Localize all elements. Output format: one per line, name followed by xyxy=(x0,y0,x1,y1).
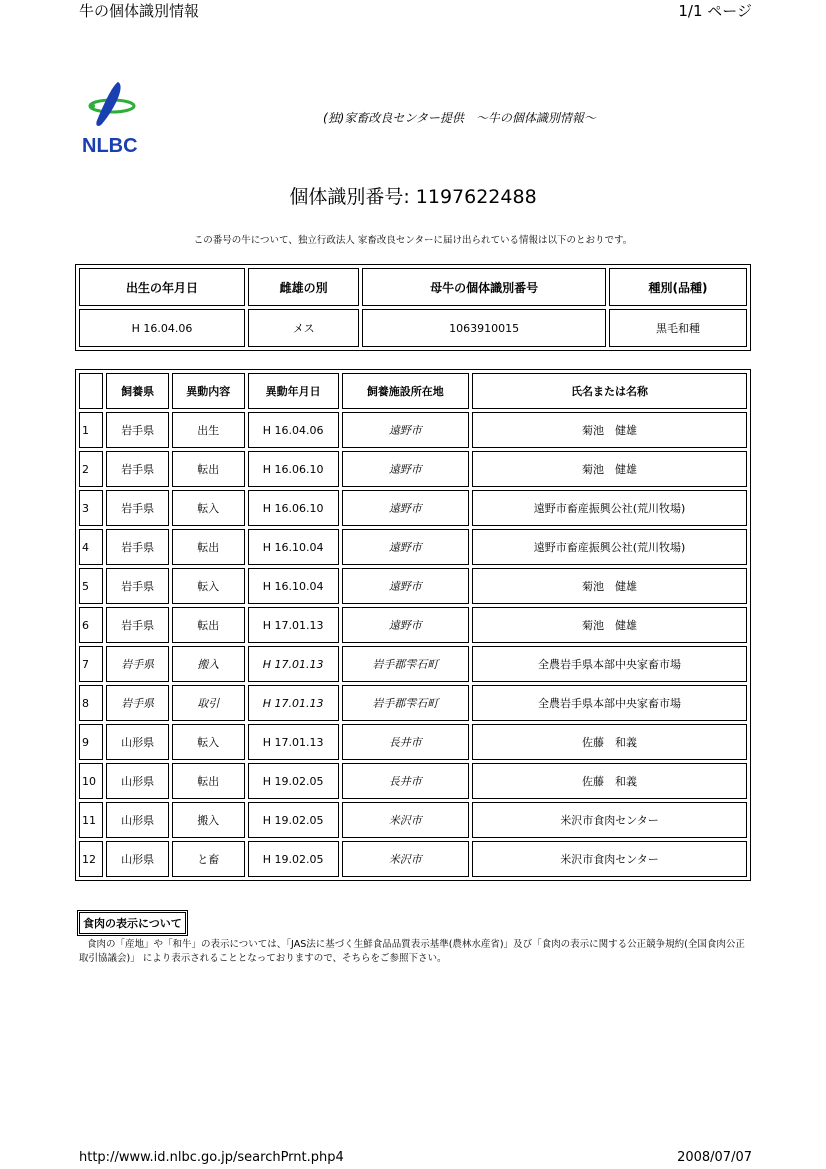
history-index: 9 xyxy=(79,724,103,760)
history-event: 搬入 xyxy=(172,646,245,682)
history-location: 米沢市 xyxy=(342,802,469,838)
history-header-name: 氏名または名称 xyxy=(472,373,747,409)
history-date: H 17.01.13 xyxy=(248,607,339,643)
history-prefecture: 岩手県 xyxy=(106,607,169,643)
history-prefecture: 岩手県 xyxy=(106,568,169,604)
history-event: 出生 xyxy=(172,412,245,448)
history-table xyxy=(75,369,751,881)
history-name: 佐藤 和義 xyxy=(472,724,747,760)
table-row xyxy=(79,529,747,565)
history-date: H 19.02.05 xyxy=(248,841,339,877)
history-prefecture: 岩手県 xyxy=(106,451,169,487)
history-name: 全農岩手県本部中央家畜市場 xyxy=(472,685,747,721)
history-name: 菊池 健雄 xyxy=(472,451,747,487)
footer-date: 2008/07/07 xyxy=(677,1150,752,1165)
intro-text: この番号の牛について、独立行政法人 家畜改良センターに届け出られている情報は以下のとおりです。 xyxy=(193,235,633,246)
history-location: 遠野市 xyxy=(342,490,469,526)
nlbc-logo xyxy=(80,80,146,158)
history-date: H 16.04.06 xyxy=(248,412,339,448)
history-header-event: 異動内容 xyxy=(172,373,245,409)
summary-value-row xyxy=(79,309,747,347)
table-row xyxy=(79,607,747,643)
history-name: 遠野市畜産振興公社(荒川牧場) xyxy=(472,490,747,526)
history-index: 2 xyxy=(79,451,103,487)
history-location: 遠野市 xyxy=(342,529,469,565)
history-index: 6 xyxy=(79,607,103,643)
history-prefecture: 岩手県 xyxy=(106,490,169,526)
history-prefecture: 山形県 xyxy=(106,724,169,760)
print-header-page: 1/1 ページ xyxy=(678,2,752,20)
history-date: H 16.10.04 xyxy=(248,568,339,604)
history-index: 4 xyxy=(79,529,103,565)
table-row xyxy=(79,568,747,604)
history-index: 8 xyxy=(79,685,103,721)
table-row xyxy=(79,724,747,760)
summary-header-breed: 種別(品種) xyxy=(609,268,747,306)
history-prefecture: 岩手県 xyxy=(106,529,169,565)
print-header-title: 牛の個体識別情報 xyxy=(79,2,200,20)
logo-text: NLBC xyxy=(82,135,138,157)
history-location: 米沢市 xyxy=(342,841,469,877)
history-date: H 16.06.10 xyxy=(248,451,339,487)
history-index: 1 xyxy=(79,412,103,448)
summary-header-dam-id: 母牛の個体識別番号 xyxy=(362,268,606,306)
history-event: 取引 xyxy=(172,685,245,721)
history-prefecture: 岩手県 xyxy=(106,646,169,682)
table-row xyxy=(79,841,747,877)
history-location: 長井市 xyxy=(342,724,469,760)
history-index: 7 xyxy=(79,646,103,682)
history-name: 米沢市食肉センター xyxy=(472,841,747,877)
history-name: 菊池 健雄 xyxy=(472,607,747,643)
table-row xyxy=(79,763,747,799)
history-event: 搬入 xyxy=(172,802,245,838)
history-index: 3 xyxy=(79,490,103,526)
provider-line: (独)家畜改良センター提供 ～牛の個体識別情報～ xyxy=(323,111,596,125)
history-location: 遠野市 xyxy=(342,568,469,604)
table-row xyxy=(79,490,747,526)
history-header-location: 飼養施設所在地 xyxy=(342,373,469,409)
history-header-row xyxy=(79,373,747,409)
history-event: 転入 xyxy=(172,490,245,526)
history-prefecture: 岩手県 xyxy=(106,412,169,448)
history-name: 米沢市食肉センター xyxy=(472,802,747,838)
history-prefecture: 山形県 xyxy=(106,763,169,799)
footer-url: http://www.id.nlbc.go.jp/searchPrnt.php4 xyxy=(79,1150,344,1165)
history-location: 岩手郡雫石町 xyxy=(342,685,469,721)
summary-header-birthdate: 出生の年月日 xyxy=(79,268,245,306)
history-event: 転出 xyxy=(172,763,245,799)
history-index: 5 xyxy=(79,568,103,604)
history-name: 佐藤 和義 xyxy=(472,763,747,799)
history-name: 菊池 健雄 xyxy=(472,568,747,604)
history-prefecture: 岩手県 xyxy=(106,685,169,721)
summary-dam-id: 1063910015 xyxy=(362,309,606,347)
history-name: 全農岩手県本部中央家畜市場 xyxy=(472,646,747,682)
table-row xyxy=(79,685,747,721)
history-index: 12 xyxy=(79,841,103,877)
notice-heading: 食肉の表示について xyxy=(79,912,186,934)
history-event: 転出 xyxy=(172,607,245,643)
table-row xyxy=(79,412,747,448)
table-row xyxy=(79,451,747,487)
history-header-prefecture: 飼養県 xyxy=(106,373,169,409)
history-name: 遠野市畜産振興公社(荒川牧場) xyxy=(472,529,747,565)
history-location: 長井市 xyxy=(342,763,469,799)
history-prefecture: 山形県 xyxy=(106,802,169,838)
summary-breed: 黒毛和種 xyxy=(609,309,747,347)
history-prefecture: 山形県 xyxy=(106,841,169,877)
history-event: 転出 xyxy=(172,529,245,565)
summary-birthdate: H 16.04.06 xyxy=(79,309,245,347)
history-event: 転出 xyxy=(172,451,245,487)
table-row xyxy=(79,646,747,682)
table-row xyxy=(79,802,747,838)
summary-sex: メス xyxy=(248,309,359,347)
history-event: と畜 xyxy=(172,841,245,877)
history-event: 転入 xyxy=(172,724,245,760)
summary-header-sex: 雌雄の別 xyxy=(248,268,359,306)
history-index: 11 xyxy=(79,802,103,838)
history-index: 10 xyxy=(79,763,103,799)
history-date: H 17.01.13 xyxy=(248,646,339,682)
summary-header-row xyxy=(79,268,747,306)
history-name: 菊池 健雄 xyxy=(472,412,747,448)
history-location: 遠野市 xyxy=(342,607,469,643)
history-header-index xyxy=(79,373,103,409)
history-date: H 19.02.05 xyxy=(248,763,339,799)
history-location: 岩手郡雫石町 xyxy=(342,646,469,682)
page-title: 個体識別番号: 1197622488 xyxy=(289,186,537,208)
history-date: H 17.01.13 xyxy=(248,724,339,760)
history-location: 遠野市 xyxy=(342,412,469,448)
history-date: H 16.06.10 xyxy=(248,490,339,526)
history-header-date: 異動年月日 xyxy=(248,373,339,409)
history-event: 転入 xyxy=(172,568,245,604)
history-date: H 17.01.13 xyxy=(248,685,339,721)
history-location: 遠野市 xyxy=(342,451,469,487)
notice-text: 食肉の「産地」や「和牛」の表示については、「JAS法に基づく生鮮食品品質表示基準(農林水産省)」及び「食肉の表示に関する公正競争規約(全国食肉公正取引協議会)」 により表示されることとなっておりますので、そちらをご参照下さい。 xyxy=(79,939,745,964)
summary-table xyxy=(75,264,751,351)
history-date: H 16.10.04 xyxy=(248,529,339,565)
history-date: H 19.02.05 xyxy=(248,802,339,838)
